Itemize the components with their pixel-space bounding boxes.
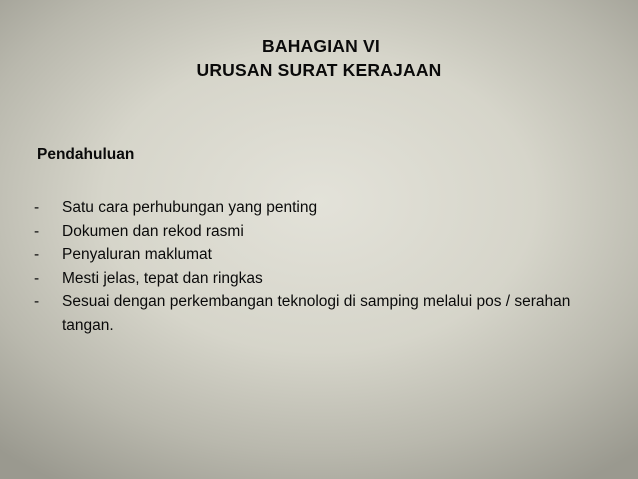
bullet-dash: - (34, 199, 40, 216)
bullet-dash: - (34, 269, 40, 287)
bullet-item (34, 243, 614, 267)
bullet-item (34, 196, 614, 220)
bullet-item (34, 290, 614, 337)
bullet-text: Satu cara perhubungan yang penting (62, 199, 318, 216)
bullet-text: Penyaluran maklumat (62, 246, 212, 263)
bullet-dash: - (34, 222, 40, 240)
section-heading: Pendahuluan (37, 146, 135, 163)
bullet-text: Mesti jelas, tepat dan ringkas (62, 269, 263, 287)
bullet-dash: - (34, 246, 40, 263)
bullet-text: Sesuai dengan perkembangan teknologi di samping melalui pos / serahan tangan. (62, 293, 571, 334)
bullet-text: Dokumen dan rekod rasmi (62, 222, 244, 240)
title-line-2: URUSAN SURAT KERAJAAN (196, 60, 442, 80)
bullet-item (34, 220, 614, 244)
bullet-item (34, 267, 614, 291)
bullet-dash: - (34, 293, 40, 310)
bullet-list (34, 196, 614, 337)
slide-title (0, 34, 638, 82)
title-line-1: BAHAGIAN VI (262, 36, 380, 56)
